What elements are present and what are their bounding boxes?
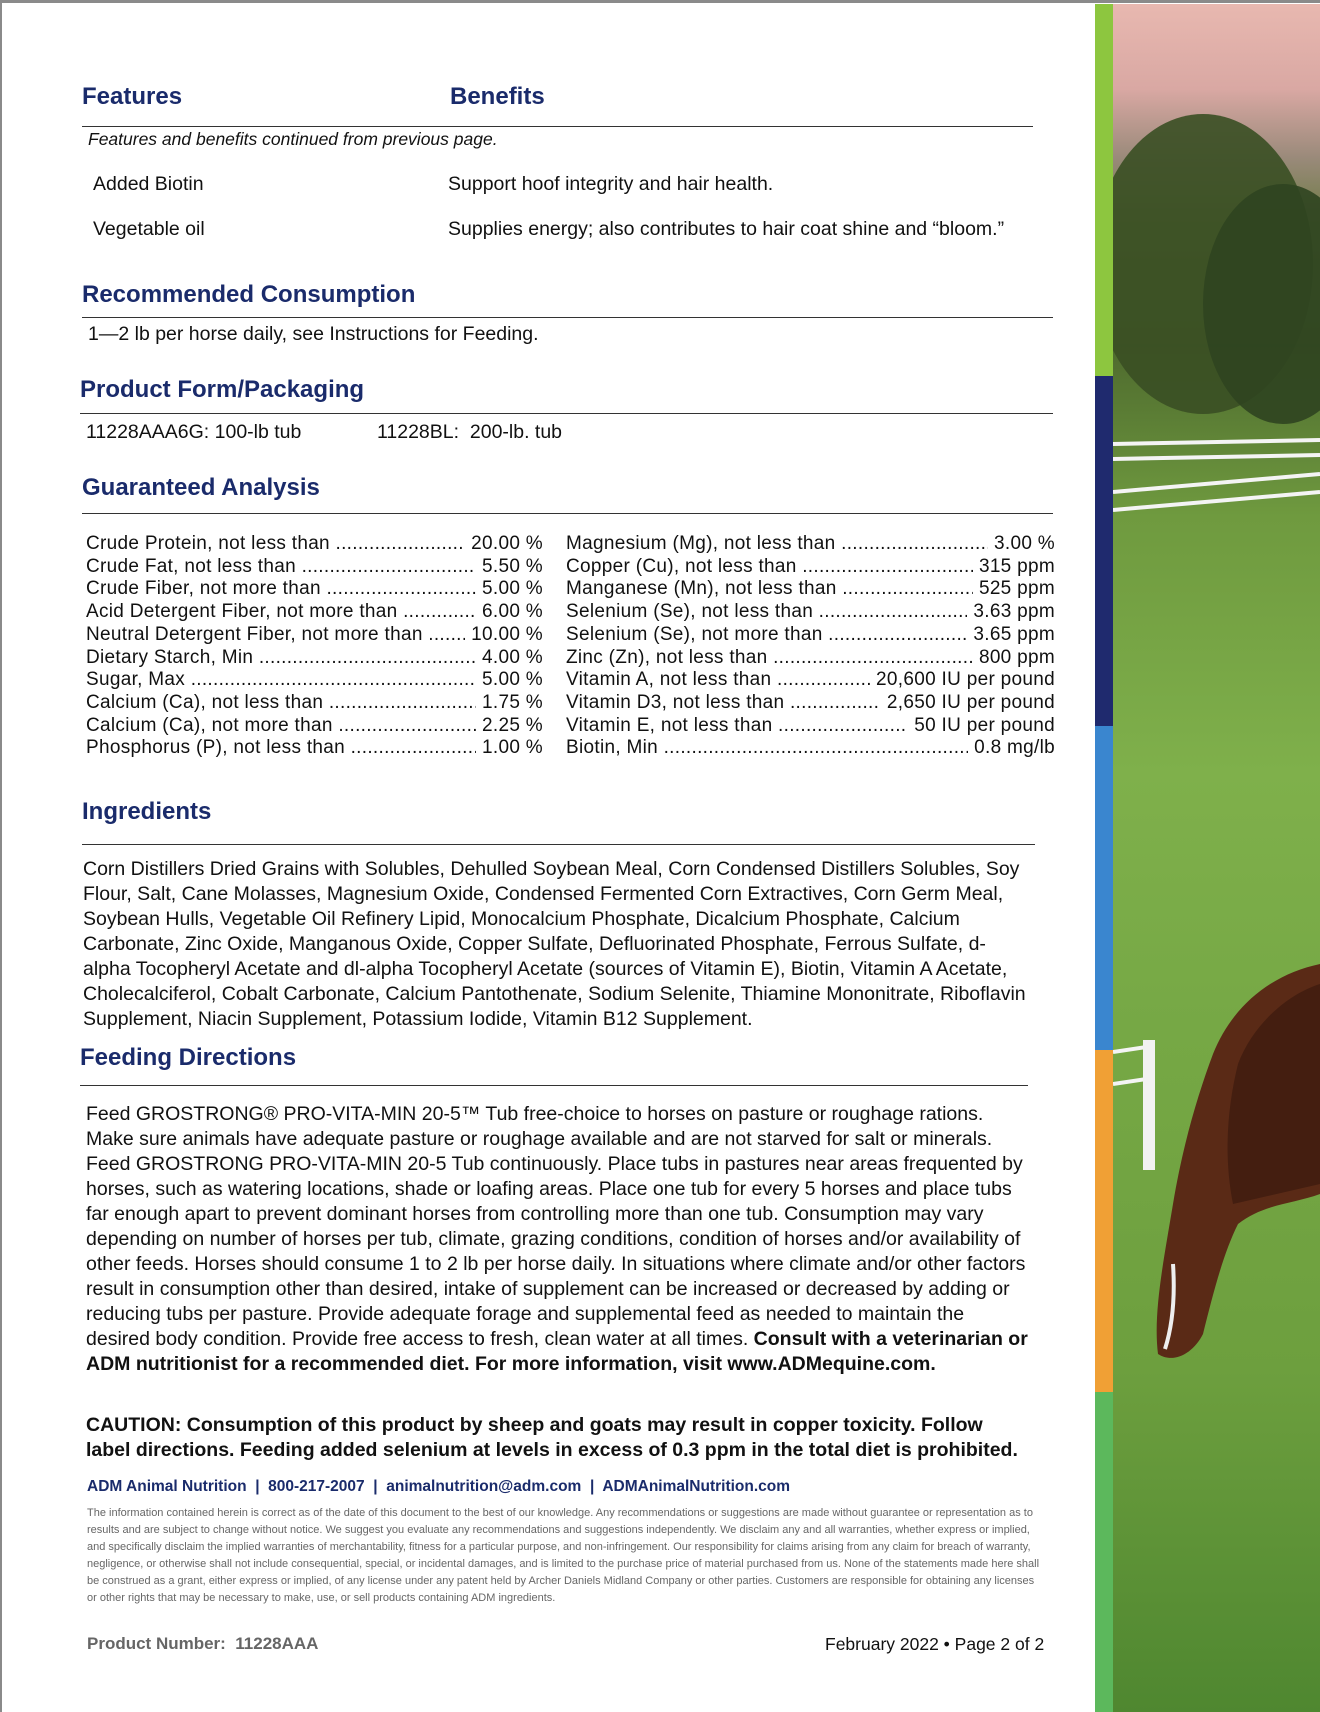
analysis-row bbox=[86, 715, 543, 737]
analysis-row bbox=[566, 533, 1055, 555]
analysis-row bbox=[86, 647, 543, 669]
analysis-row bbox=[86, 578, 543, 600]
analysis-label: Selenium (Se), not less than ..... bbox=[566, 601, 967, 623]
stripe-orange bbox=[1095, 1050, 1113, 1392]
analysis-value: 10.00 % bbox=[471, 623, 543, 645]
analysis-label: Crude Fat, not less than ..... bbox=[86, 556, 476, 578]
analysis-row bbox=[86, 601, 543, 623]
analysis-rule bbox=[82, 513, 1053, 514]
product-number: Product Number: 11228AAA bbox=[87, 1634, 319, 1653]
packaging-heading: Product Form/Packaging bbox=[80, 376, 365, 403]
feature-benefit: Support hoof integrity and hair health. bbox=[448, 173, 774, 195]
analysis-value: 0.8 mg/lb bbox=[974, 737, 1055, 759]
analysis-row bbox=[86, 669, 543, 691]
analysis-value: 5.00 % bbox=[482, 669, 543, 691]
analysis-value: 800 ppm bbox=[978, 646, 1055, 668]
analysis-label: Magnesium (Mg), not less than ..... bbox=[566, 533, 988, 555]
analysis-row bbox=[566, 647, 1055, 669]
analysis-row bbox=[566, 737, 1055, 759]
analysis-value: 20,600 IU per pound bbox=[876, 669, 1055, 691]
page-info: February 2022 • Page 2 of 2 bbox=[825, 1634, 1045, 1654]
analysis-row bbox=[86, 737, 543, 759]
stripe-navy bbox=[1095, 376, 1113, 726]
analysis-value: 525 ppm bbox=[978, 578, 1055, 600]
feeding-rule bbox=[80, 1085, 1028, 1086]
analysis-label: Phosphorus (P), not less than ..... bbox=[86, 737, 476, 759]
analysis-row bbox=[566, 692, 1055, 714]
footer-contact: ADM Animal Nutrition | 800-217-2007 | animalnutrition@adm.com | ADMAnimalNutrition.com bbox=[87, 1478, 791, 1495]
feeding-directions: Feed GROSTRONG® PRO-VITA-MIN 20-5™ Tub free-choice to horses on pasture or roughage rations. Make sure animals have adequate pasture or roughage available and are not starved for salt or minerals. Feed GROSTRONG PRO-VITA-MIN 20-5 Tub continuously. Place tubs in pastures near areas frequented by horses, such as watering locations, shade or loafing areas. Place one tub for every 5 horses and place tubs far enough apart to prevent dominant horses from controlling more than one tub. Consumption may vary depending on number of horses per tub, climate, grazing conditions, condition of horses and/or availability of other feeds. Horses should consume 1 to 2 lb per horse daily. In situations where climate and/or other factors result in consumption other than desired, intake of supplement can be increased or decreased by adding or reducing tubs per pasture. Provide adequate forage and supplemental feed as needed to maintain the desired body condition. Provide free access to fresh, clean water at all times. bbox=[86, 1103, 1026, 1350]
analysis-row bbox=[566, 669, 1055, 691]
analysis-row bbox=[86, 692, 543, 714]
packaging-item: 11228AAA6G: 100-lb tub bbox=[86, 421, 302, 443]
feeding-text bbox=[86, 1102, 1031, 1377]
consumption-rule bbox=[82, 317, 1053, 318]
analysis-row bbox=[566, 578, 1055, 600]
consumption-text: 1—2 lb per horse daily, see Instructions for Feeding. bbox=[88, 323, 539, 345]
packaging-item: 11228BL: 200-lb. tub bbox=[377, 421, 563, 443]
analysis-label: Calcium (Ca), not more than ..... bbox=[86, 715, 476, 737]
continued-note: Features and benefits continued from previous page. bbox=[88, 129, 498, 149]
ingredients-text: Corn Distillers Dried Grains with Solubles, Dehulled Soybean Meal, Corn Condensed Distillers Solubles, Soy Flour, Salt, Cane Molasses, Magnesium Oxide, Condensed Fermented Corn Extractives, Corn Germ Meal, Soybean Hulls, Vegetable Oil Refinery Lipid, Monocalcium Phosphate, Dicalcium Phosphate, Calcium Carbonate, Zinc Oxide, Manganous Oxide, Copper Sulfate, Defluorinated Phosphate, Ferrous Sulfate, d-alpha Tocopheryl Acetate and dl-alpha Tocopheryl Acetate (sources of Vitamin E), Biotin, Vitamin A Acetate, Cholecalciferol, Cobalt Carbonate, Calcium Pantothenate, Sodium Selenite, Thiamine Mononitrate, Riboflavin Supplement, Niacin Supplement, Potassium Iodide, Vitamin B12 Supplement. bbox=[83, 858, 1026, 1030]
analysis-label: Vitamin A, not less than ..... bbox=[566, 669, 870, 691]
analysis-value: 2.25 % bbox=[482, 714, 543, 736]
feature-name: Added Biotin bbox=[93, 173, 204, 195]
ingredients-rule bbox=[82, 844, 1035, 845]
analysis-label: Sugar, Max ..... bbox=[86, 669, 476, 691]
analysis-value: 1.00 % bbox=[482, 737, 543, 759]
caution-text: CAUTION: Consumption of this product by sheep and goats may result in copper toxicity. Follow label directions. Feeding added selenium at levels in excess of 0.3 ppm in the total diet is prohibited. bbox=[86, 1414, 1018, 1461]
analysis-label: Calcium (Ca), not less than ..... bbox=[86, 692, 476, 714]
analysis-label: Crude Fiber, not more than ..... bbox=[86, 578, 476, 600]
analysis-label: Vitamin E, not less than ..... bbox=[566, 715, 908, 737]
stripe-blue bbox=[1095, 726, 1113, 1050]
analysis-row bbox=[566, 601, 1055, 623]
analysis-value: 3.65 ppm bbox=[973, 623, 1055, 645]
analysis-value: 1.75 % bbox=[482, 691, 543, 713]
analysis-value: 6.00 % bbox=[482, 601, 543, 623]
features-heading: Features bbox=[82, 83, 183, 110]
analysis-row bbox=[86, 533, 543, 555]
analysis-value: 3.00 % bbox=[994, 533, 1055, 554]
consumption-heading: Recommended Consumption bbox=[82, 281, 416, 308]
analysis-label: Copper (Cu), not less than ..... bbox=[566, 556, 973, 578]
analysis-label: Acid Detergent Fiber, not more than ..... bbox=[86, 601, 476, 623]
analysis-value: 2,650 IU per pound bbox=[886, 691, 1055, 713]
analysis-label: Selenium (Se), not more than ..... bbox=[566, 624, 967, 646]
analysis-value: 315 ppm bbox=[978, 555, 1055, 577]
consult-note: Consult with a veterinarian or ADM nutritionist for a recommended diet. For more information, visit www.ADMequine.com. bbox=[86, 1328, 1028, 1375]
disclaimer: The information contained herein is correct as of the date of this document to the best of our knowledge. Any recommendations or suggestions are made without guarantee or representation as to results and are subject to change without notice. We suggest you evaluate any recommendations and suggestions independently. We disclaim any and all warranties, whether express or implied, and specifically disclaim the implied warranties of merchantability, fitness for a particular purpose, and non-infringement. Our responsibility for claims arising from any claim for breach of warranty, negligence, or otherwise shall not include consequential, special, or incidental damages, and is limited to the purchase price of material purchased from us. None of the statements made here shall be construed as a grant, either express or implied, of any license under any patent held by Archer Daniels Midland Company or other parties. Customers are responsible for obtaining any licenses or other rights that may be necessary to make, use, or sell products containing ADM ingredients. bbox=[87, 1507, 1040, 1604]
ingredients-heading: Ingredients bbox=[82, 798, 212, 825]
analysis-value: 50 IU per pound bbox=[914, 714, 1055, 736]
analysis-label: Neutral Detergent Fiber, not more than ..... bbox=[86, 624, 465, 646]
analysis-label: Dietary Starch, Min ..... bbox=[86, 647, 476, 669]
stripe-green bbox=[1095, 4, 1113, 376]
feature-benefit: Supplies energy; also contributes to hair coat shine and “bloom.” bbox=[448, 218, 1005, 240]
analysis-value: 3.63 ppm bbox=[973, 601, 1055, 623]
analysis-value: 4.00 % bbox=[482, 646, 543, 668]
analysis-label: Manganese (Mn), not less than ..... bbox=[566, 578, 973, 600]
analysis-row bbox=[86, 624, 543, 646]
analysis-row bbox=[566, 624, 1055, 646]
analysis-label: Crude Protein, not less than ..... bbox=[86, 533, 465, 555]
analysis-value: 20.00 % bbox=[471, 533, 543, 554]
benefits-heading: Benefits bbox=[450, 83, 545, 110]
stripe-green-bottom bbox=[1095, 1392, 1113, 1712]
analysis-label: Zinc (Zn), not less than ..... bbox=[566, 647, 973, 669]
feeding-heading: Feeding Directions bbox=[80, 1044, 297, 1071]
analysis-value: 5.00 % bbox=[482, 578, 543, 600]
analysis-value: 5.50 % bbox=[482, 555, 543, 577]
analysis-heading: Guaranteed Analysis bbox=[82, 474, 320, 501]
analysis-row bbox=[566, 715, 1055, 737]
features-rule bbox=[82, 126, 1033, 127]
feature-name: Vegetable oil bbox=[93, 218, 205, 240]
packaging-rule bbox=[80, 413, 1053, 414]
analysis-row bbox=[86, 556, 543, 578]
analysis-row bbox=[566, 556, 1055, 578]
horse-pasture-photo bbox=[1113, 4, 1320, 1712]
analysis-label: Biotin, Min ..... bbox=[566, 737, 968, 759]
analysis-label: Vitamin D3, not less than ..... bbox=[566, 692, 881, 714]
